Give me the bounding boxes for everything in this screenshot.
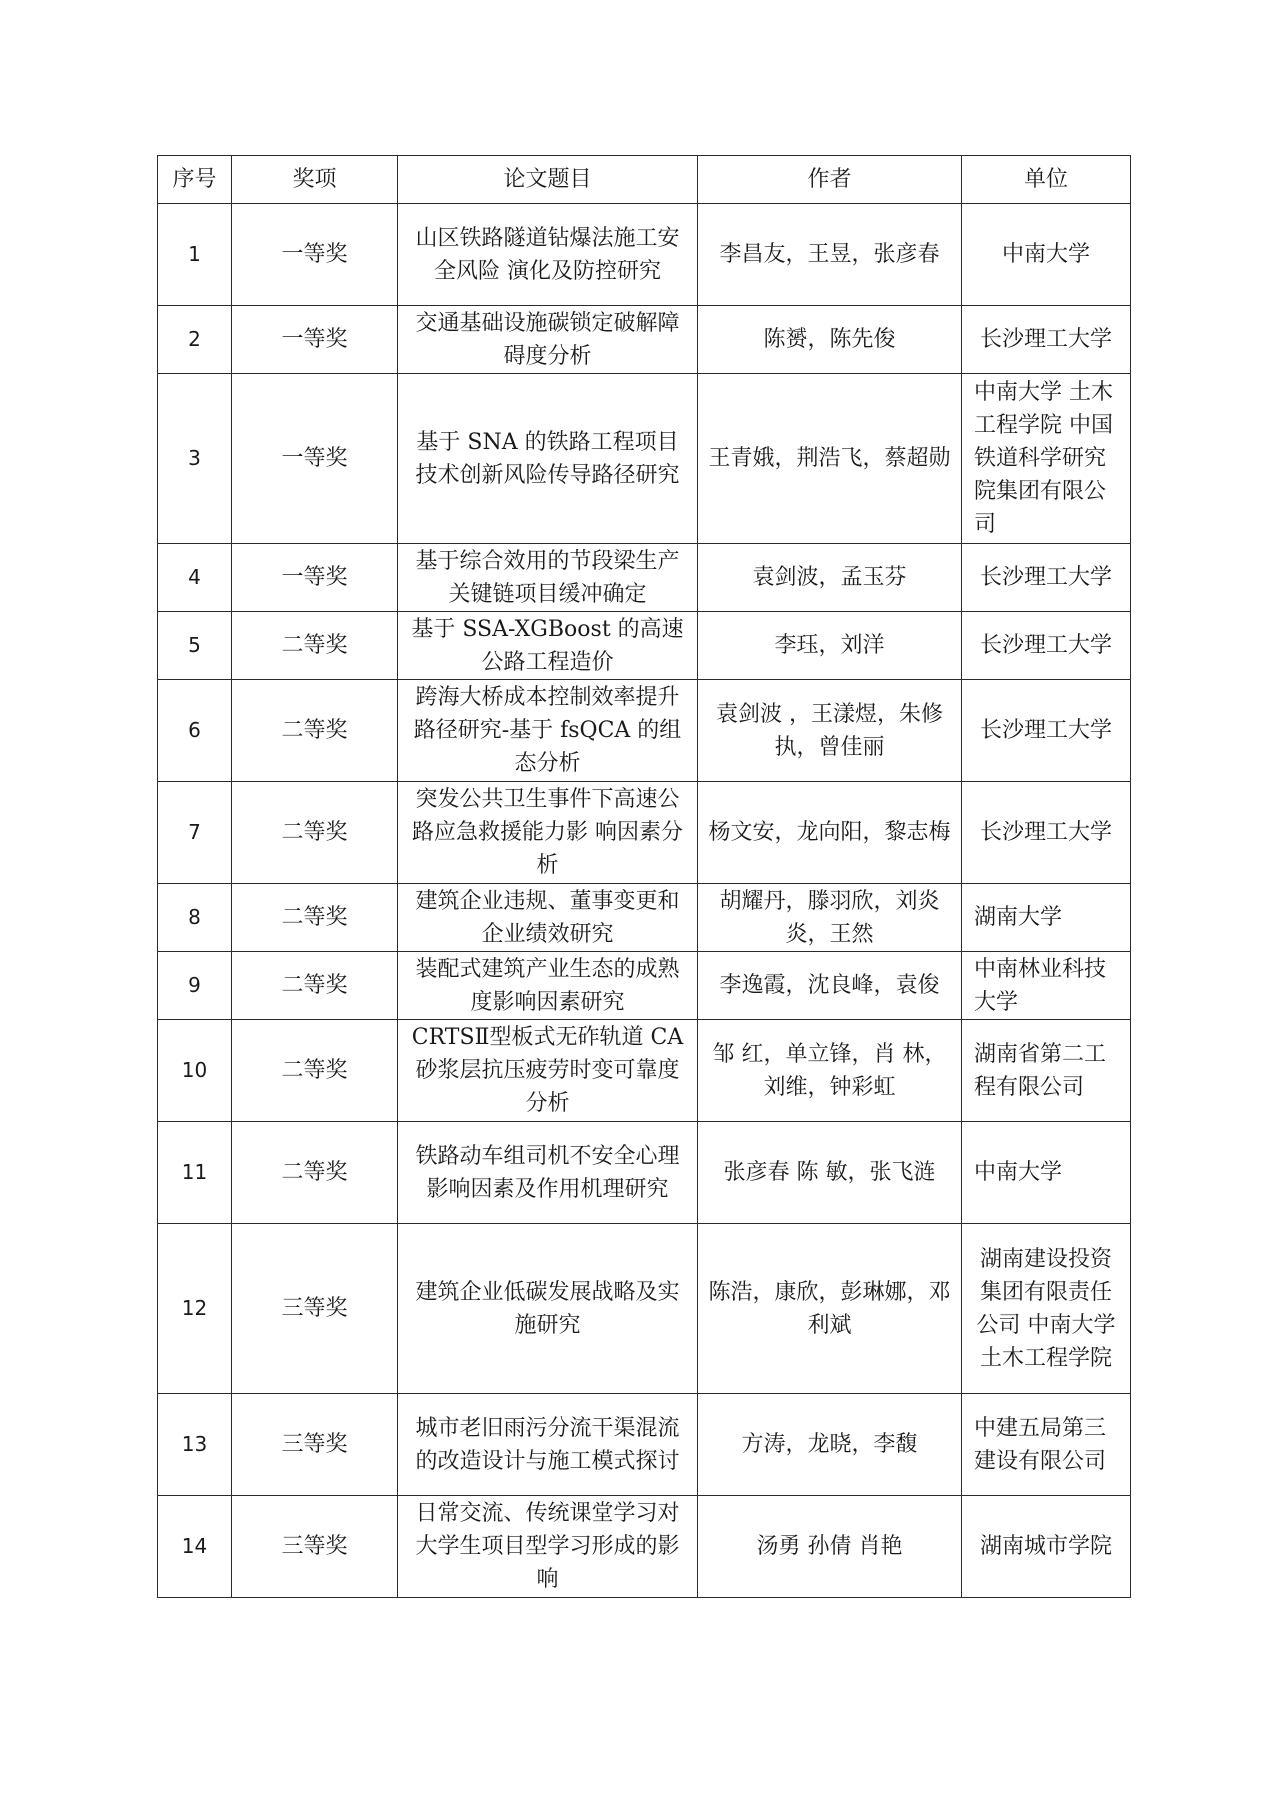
table-row (158, 884, 1131, 952)
cell-title: 建筑企业违规、董事变更和企业绩效研究 (398, 884, 698, 952)
cell-unit: 长沙理工大学 (962, 544, 1131, 612)
cell-index: 11 (158, 1122, 232, 1224)
cell-unit: 长沙理工大学 (962, 612, 1131, 680)
cell-authors: 李逸霞，沈良峰，袁俊 (698, 952, 962, 1020)
header-authors: 作者 (698, 156, 962, 204)
cell-title: 建筑企业低碳发展战略及实施研究 (398, 1224, 698, 1394)
table-row (158, 612, 1131, 680)
cell-unit: 长沙理工大学 (962, 306, 1131, 374)
cell-award: 二等奖 (232, 952, 398, 1020)
table-row (158, 374, 1131, 544)
cell-index: 12 (158, 1224, 232, 1394)
cell-authors: 汤勇 孙倩 肖艳 (698, 1496, 962, 1598)
cell-award: 二等奖 (232, 680, 398, 782)
cell-title: 城市老旧雨污分流干渠混流的改造设计与施工模式探讨 (398, 1394, 698, 1496)
header-title: 论文题目 (398, 156, 698, 204)
cell-index: 8 (158, 884, 232, 952)
header-award: 奖项 (232, 156, 398, 204)
cell-award: 二等奖 (232, 884, 398, 952)
awards-table (157, 155, 1131, 1598)
cell-index: 7 (158, 782, 232, 884)
table-header-row (158, 156, 1131, 204)
table-row (158, 1394, 1131, 1496)
cell-authors: 陈赟，陈先俊 (698, 306, 962, 374)
cell-unit: 湖南省第二工程有限公司 (962, 1020, 1131, 1122)
cell-unit: 湖南城市学院 (962, 1496, 1131, 1598)
table-row (158, 952, 1131, 1020)
cell-title: 装配式建筑产业生态的成熟度影响因素研究 (398, 952, 698, 1020)
cell-authors: 方涛，龙晓，李馥 (698, 1394, 962, 1496)
table-row (158, 680, 1131, 782)
cell-award: 三等奖 (232, 1224, 398, 1394)
header-index: 序号 (158, 156, 232, 204)
cell-title: 山区铁路隧道钻爆法施工安全风险 演化及防控研究 (398, 204, 698, 306)
header-unit: 单位 (962, 156, 1131, 204)
table-row (158, 306, 1131, 374)
cell-unit: 中南林业科技大学 (962, 952, 1131, 1020)
cell-title: 基于综合效用的节段梁生产关键链项目缓冲确定 (398, 544, 698, 612)
cell-award: 一等奖 (232, 544, 398, 612)
cell-index: 1 (158, 204, 232, 306)
cell-unit: 长沙理工大学 (962, 680, 1131, 782)
cell-title: CRTSⅡ型板式无砟轨道 CA 砂浆层抗压疲劳时变可靠度分析 (398, 1020, 698, 1122)
cell-unit: 中建五局第三建设有限公司 (962, 1394, 1131, 1496)
cell-award: 二等奖 (232, 1122, 398, 1224)
cell-award: 一等奖 (232, 374, 398, 544)
cell-title: 交通基础设施碳锁定破解障碍度分析 (398, 306, 698, 374)
cell-title: 跨海大桥成本控制效率提升路径研究-基于 fsQCA 的组态分析 (398, 680, 698, 782)
cell-index: 13 (158, 1394, 232, 1496)
table-row (158, 544, 1131, 612)
cell-authors: 袁剑波，孟玉芬 (698, 544, 962, 612)
cell-authors: 陈浩，康欣，彭琳娜，邓利斌 (698, 1224, 962, 1394)
cell-award: 一等奖 (232, 306, 398, 374)
table-row (158, 1224, 1131, 1394)
table-row (158, 1122, 1131, 1224)
cell-unit: 湖南大学 (962, 884, 1131, 952)
cell-authors: 李昌友，王昱，张彦春 (698, 204, 962, 306)
cell-authors: 胡耀丹，滕羽欣，刘炎炎，王然 (698, 884, 962, 952)
cell-authors: 邹 红，单立锋，肖 林，刘维，钟彩虹 (698, 1020, 962, 1122)
cell-title: 突发公共卫生事件下高速公路应急救援能力影 响因素分析 (398, 782, 698, 884)
cell-unit: 中南大学 (962, 1122, 1131, 1224)
cell-index: 5 (158, 612, 232, 680)
cell-authors: 张彦春 陈 敏，张飞涟 (698, 1122, 962, 1224)
cell-unit: 湖南建设投资集团有限责任公司 中南大学土木工程学院 (962, 1224, 1131, 1394)
cell-award: 三等奖 (232, 1496, 398, 1598)
cell-title: 铁路动车组司机不安全心理影响因素及作用机理研究 (398, 1122, 698, 1224)
cell-title: 日常交流、传统课堂学习对大学生项目型学习形成的影响 (398, 1496, 698, 1598)
table-row (158, 1020, 1131, 1122)
cell-index: 3 (158, 374, 232, 544)
cell-unit: 中南大学 土木工程学院 中国铁道科学研究院集团有限公司 (962, 374, 1131, 544)
table-row (158, 204, 1131, 306)
cell-award: 三等奖 (232, 1394, 398, 1496)
table-row (158, 782, 1131, 884)
cell-award: 二等奖 (232, 1020, 398, 1122)
cell-award: 一等奖 (232, 204, 398, 306)
cell-index: 4 (158, 544, 232, 612)
cell-index: 9 (158, 952, 232, 1020)
cell-unit: 中南大学 (962, 204, 1131, 306)
cell-authors: 袁剑波 ，王漾煜，朱修执，曾佳丽 (698, 680, 962, 782)
cell-index: 6 (158, 680, 232, 782)
cell-award: 二等奖 (232, 782, 398, 884)
table-row (158, 1496, 1131, 1598)
cell-index: 10 (158, 1020, 232, 1122)
cell-index: 2 (158, 306, 232, 374)
cell-authors: 李珏，刘洋 (698, 612, 962, 680)
cell-authors: 王青娥，荆浩飞，蔡超勋 (698, 374, 962, 544)
cell-unit: 长沙理工大学 (962, 782, 1131, 884)
cell-award: 二等奖 (232, 612, 398, 680)
cell-title: 基于 SSA-XGBoost 的高速公路工程造价 (398, 612, 698, 680)
cell-authors: 杨文安，龙向阳，黎志梅 (698, 782, 962, 884)
cell-title: 基于 SNA 的铁路工程项目技术创新风险传导路径研究 (398, 374, 698, 544)
cell-index: 14 (158, 1496, 232, 1598)
